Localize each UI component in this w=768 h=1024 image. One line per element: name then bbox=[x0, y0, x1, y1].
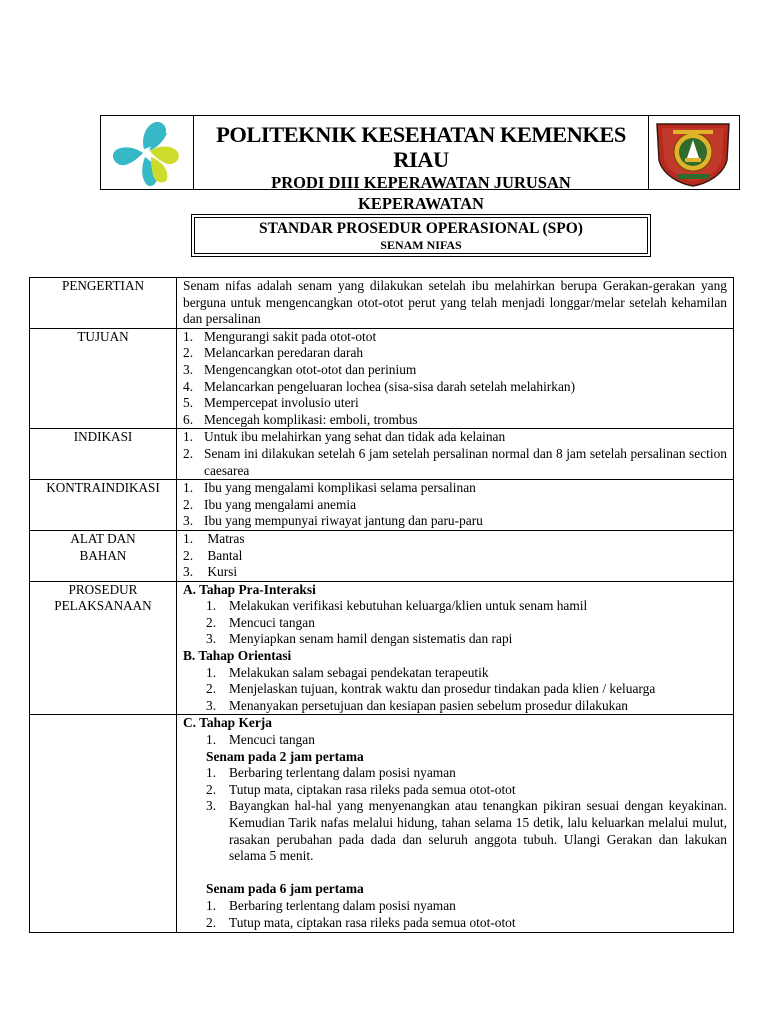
list-item: 3. Menyiapkan senam hamil dengan sistematis dan rapi bbox=[206, 631, 513, 647]
list-item: 1. Berbaring terlentang dalam posisi nyaman bbox=[206, 897, 456, 913]
list-item: 2. Bantal bbox=[183, 547, 243, 563]
list-item: 3. Menanyakan persetujuan dan kesiapan pasien sebelum prosedur dilakukan bbox=[206, 697, 628, 713]
institution-header bbox=[100, 115, 740, 213]
spo-subtitle: SENAM NIFAS bbox=[380, 238, 462, 252]
senam-6-jam-list bbox=[206, 898, 727, 931]
prodi-line-1: PRODI DIII KEPERAWATAN JURUSAN bbox=[271, 173, 571, 192]
label-kontraindikasi: KONTRAINDIKASI bbox=[30, 480, 177, 531]
indikasi-list bbox=[183, 429, 727, 479]
kemenkes-logo-icon bbox=[101, 116, 193, 189]
list-item: 2. Tutup mata, ciptakan rasa rileks pada semua otot-otot bbox=[206, 781, 516, 797]
label-prosedur: PROSEDUR PELAKSANAAN bbox=[30, 581, 177, 715]
section-a-list bbox=[206, 598, 727, 648]
list-item: 2. Melancarkan peredaran darah bbox=[183, 345, 364, 361]
senam-6-jam-heading: Senam pada 6 jam pertama bbox=[206, 881, 364, 897]
list-item: 1. Melakukan verifikasi kebutuhan keluarga/klien untuk senam hamil bbox=[206, 598, 588, 614]
row-indikasi bbox=[30, 429, 734, 480]
list-item: 1. Ibu yang mengalami komplikasi selama persalinan bbox=[183, 480, 476, 496]
list-item: 4. Melancarkan pengeluaran lochea (sisa-sisa darah setelah melahirkan) bbox=[183, 378, 576, 394]
list-item: 1. Berbaring terlentang dalam posisi nyaman bbox=[206, 765, 456, 781]
list-item: 6. Mencegah komplikasi: emboli, trombus bbox=[183, 411, 418, 427]
kontraindikasi-list bbox=[183, 480, 727, 530]
label-indikasi: INDIKASI bbox=[30, 429, 177, 480]
list-item: 1. Mengurangi sakit pada otot-otot bbox=[183, 328, 377, 344]
label-empty bbox=[30, 715, 177, 933]
section-c-list bbox=[206, 732, 727, 749]
section-a-heading: A. Tahap Pra-Interaksi bbox=[183, 581, 316, 597]
list-item: 2. Tutup mata, ciptakan rasa rileks pada semua otot-otot bbox=[206, 914, 516, 930]
shield-emblem-icon bbox=[649, 116, 737, 189]
list-item: 2. Senam ini dilakukan setelah 6 jam setelah persalinan normal dan 8 jam setelah persalinan section caesarea bbox=[183, 445, 727, 478]
list-item: 2. Mencuci tangan bbox=[206, 614, 315, 630]
pengertian-text: Senam nifas adalah senam yang dilakukan setelah ibu melahirkan berupa Gerakan-gerakan yang berguna untuk mengencangkan otot-otot perut yang telah menjadi longgar/melar setelah kehamilan dan persalinan bbox=[177, 278, 734, 329]
alat-list bbox=[183, 531, 727, 581]
tujuan-list bbox=[183, 329, 727, 429]
spo-title: STANDAR PROSEDUR OPERASIONAL (SPO) bbox=[259, 220, 583, 237]
section-c-heading: C. Tahap Kerja bbox=[183, 715, 272, 731]
list-item: 2. Menjelaskan tujuan, kontrak waktu dan prosedur tindakan pada klien / keluarga bbox=[206, 681, 656, 697]
university-emblem bbox=[648, 116, 739, 189]
section-b-list bbox=[206, 665, 727, 715]
row-kontraindikasi bbox=[30, 480, 734, 531]
row-prosedur-continued bbox=[30, 715, 734, 933]
list-item: 3. Bayangkan hal-hal yang menyenangkan atau tenangkan pikiran sesuai dengan keyakinan. Kemudian Tarik nafas melalui hidung, tahan selama 15 detik, lalu keluarkan melalui mulut, rasakan perubahan pada dada dan seluruh anggota tubuh. Ulangi Gerakan dan lakukan selama 5 menit. bbox=[206, 798, 727, 864]
list-item: 3. Mengencangkan otot-otot dan perinium bbox=[183, 361, 417, 377]
row-pengertian bbox=[30, 278, 734, 329]
row-prosedur bbox=[30, 581, 734, 715]
list-item: 1. Mencuci tangan bbox=[206, 732, 315, 748]
list-item: 3. Ibu yang mempunyai riwayat jantung dan paru-paru bbox=[183, 513, 483, 529]
header-titles bbox=[194, 116, 648, 213]
row-alat-bahan bbox=[30, 530, 734, 581]
label-tujuan: TUJUAN bbox=[30, 328, 177, 429]
spo-table bbox=[29, 277, 734, 933]
list-item: 2. Ibu yang mengalami anemia bbox=[183, 496, 357, 512]
list-item: 1. Melakukan salam sebagai pendekatan terapeutik bbox=[206, 664, 489, 680]
list-item: 5. Mempercepat involusio uteri bbox=[183, 395, 359, 411]
kemenkes-logo bbox=[101, 116, 194, 189]
label-pengertian: PENGERTIAN bbox=[30, 278, 177, 329]
list-item: 1. Matras bbox=[183, 530, 245, 546]
spo-title-box bbox=[191, 214, 651, 257]
senam-2-jam-list bbox=[206, 765, 727, 865]
section-b-heading: B. Tahap Orientasi bbox=[183, 648, 292, 664]
institution-name: POLITEKNIK KESEHATAN KEMENKES RIAU bbox=[216, 122, 626, 172]
senam-2-jam-heading: Senam pada 2 jam pertama bbox=[206, 748, 364, 764]
list-item: 1. Untuk ibu melahirkan yang sehat dan tidak ada kelainan bbox=[183, 429, 506, 445]
prodi-line-2: KEPERAWATAN bbox=[358, 194, 484, 213]
list-item: 3. Kursi bbox=[183, 564, 238, 580]
label-alat-bahan: ALAT DAN BAHAN bbox=[30, 530, 177, 581]
row-tujuan bbox=[30, 328, 734, 429]
